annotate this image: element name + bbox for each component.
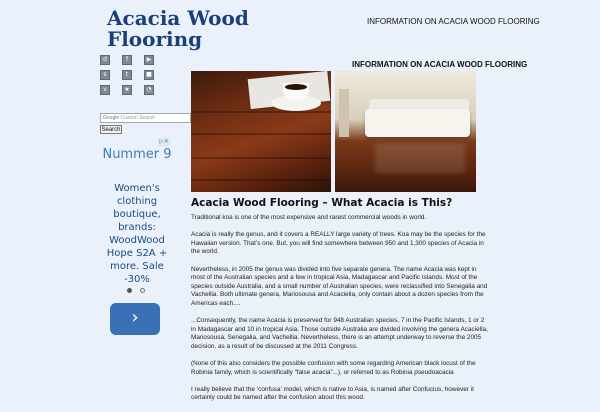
digg-icon[interactable]: d [100,55,110,65]
ad-body[interactable]: Women's clothing boutique, brands: WoodWood Hope S2A + more. Sale -30% [106,183,168,285]
article-paragraph: ...Consequently, the name Acacia is preserved for 948 Australian species, 7 in the Pacific Islands, 1 or 2 in Madagascar and 10 in tropical Asia. Those outside Australia are divided involving the genera Acaciella, Mariosousa, Senegalia, and Vachellia. Nevertheless, there is an attempt underway to reverse the 2005 decision, as a result of be discussed at the 2011 Congress. [191,317,488,350]
ad-title[interactable]: Nummer 9 [102,147,172,162]
site-title-line2[interactable]: Flooring [107,27,203,51]
google-label: Google [103,115,120,121]
lamp [339,89,349,137]
vimeo-icon[interactable]: v [100,85,110,95]
ad-next-button[interactable]: › [110,303,160,335]
rss-icon[interactable]: ◔ [144,85,154,95]
article-paragraph: I really believe that the ‘confusa’ model, which is native to Asia, is named after Confucius, however it certainly could be named after the confusion about this wood. [191,385,474,402]
youtube-icon[interactable]: ▶ [144,55,154,65]
ad-dot-active[interactable] [127,288,132,293]
hero-image-coffee-floor [191,71,331,192]
social-icons [100,55,156,95]
ad-dot[interactable] [140,288,145,293]
delicious-icon[interactable]: ■ [144,70,154,80]
section-heading: INFORMATION ON ACACIA WOOD FLOORING [352,60,528,69]
ad-choices-icon[interactable]: ▷✕ [159,138,169,145]
search-input[interactable] [100,113,191,123]
twitter-icon[interactable]: t [122,70,132,80]
floor-reflection [375,143,465,173]
sofa [365,109,470,137]
article-paragraph: Acacia is really the genus, and it covers a REALLY large variety of trees. Koa may be the species for the Hawaiian version. That’s one. But, you will find somewhere between 950 and 1,300 species of Acacia in the world. [191,231,486,256]
search-placeholder: Custom Search [120,115,155,121]
article-paragraph: Nevertheless, in 2005 the genus was divided into five separate genera. The name Acacia was kept in most of the Australian species and a few in tropical Asia, Madagascar and Pacific Islands. Most of the species outside Australia, and a small number of Australian species, were reclassified into Senegalia and Vachellia. Both ultimate genera, Mariosousa and Acaciella, only contain about a dozen species from the Americas each.... [191,265,488,307]
stumbleupon-icon[interactable]: s [100,70,110,80]
site-title[interactable] [107,8,249,50]
article-body [191,214,491,412]
article-paragraph: Traditional koa is one of the most expensive and rarest commercial woods in world. [191,214,427,221]
facebook-icon[interactable]: f [122,55,132,65]
advertisement[interactable] [100,138,170,400]
search-button[interactable]: Search [101,127,121,133]
coffee [285,84,307,90]
article-paragraph: (None of this also considers the possible confusion with some regarding American black locust of the Robinia family, which is scientifically “false acacia”...), or referred to as Robinia pseudoacacia [191,360,476,376]
site-title-line1[interactable]: Acacia Wood [107,6,249,30]
hero-image-living-room [335,71,476,192]
site-tagline: INFORMATION ON ACACIA WOOD FLOORING [367,17,540,26]
article-title[interactable]: Acacia Wood Flooring – What Acacia is This? [191,197,453,209]
ad-carousel-dots [127,288,145,293]
technorati-icon[interactable]: ★ [122,85,132,95]
